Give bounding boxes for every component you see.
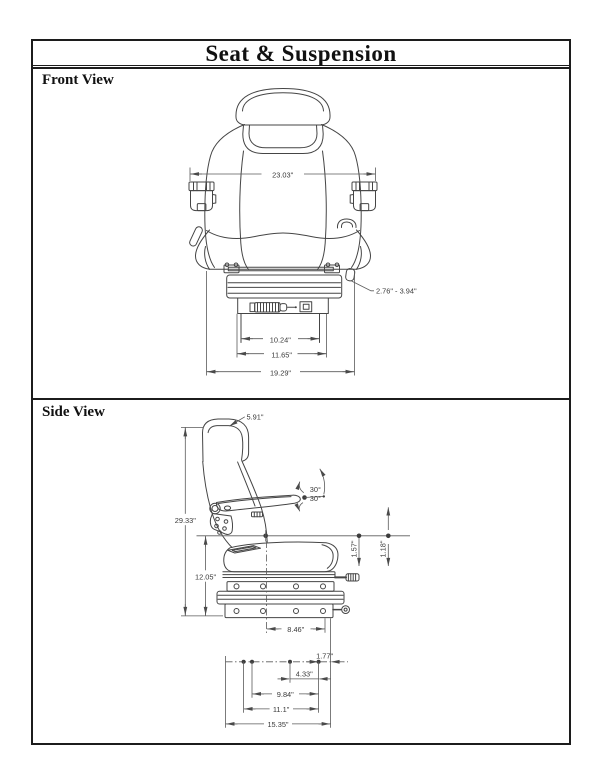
side-seat-headrest: [203, 419, 249, 462]
spec-sheet: [31, 39, 571, 745]
side-view-drawing: [33, 400, 565, 739]
page-title: Seat & Suspension: [205, 41, 397, 66]
dim-hole-span-b: 9.84": [276, 690, 294, 700]
front-seat-headrest: [236, 89, 330, 154]
dim-base-width: 19.29": [269, 368, 292, 378]
dim-overall-height: 29.33": [174, 515, 196, 525]
front-suspension: [224, 263, 355, 343]
dim-overall-width: 23.03": [272, 170, 294, 180]
armrest-angle-annotation: [299, 469, 325, 512]
dim-lower-frame-width: 11.65": [271, 350, 292, 360]
side-view-label: Side View: [42, 404, 105, 420]
front-view-label: Front View: [42, 72, 114, 88]
dim-hole-span-a: 4.33": [295, 669, 313, 679]
front-seat-backrest: [205, 125, 361, 270]
dim-travel-up: 1.18": [378, 540, 388, 558]
dim-rail-spacing: 8.46": [287, 625, 305, 635]
side-armrest: [216, 495, 300, 517]
side-suspension-base: [217, 572, 359, 618]
dim-pedestal-width: 10.24": [269, 335, 291, 345]
dim-mount-overall-length: 15.35": [267, 720, 289, 730]
side-seat-backrest: [203, 461, 268, 547]
height-adjust-knob: [345, 268, 355, 281]
front-armrest-left: [189, 182, 216, 211]
front-view-drawing: [33, 69, 565, 398]
dim-armrest-angle-up: 30°: [309, 484, 321, 494]
dim-travel-down: 1.57": [349, 540, 359, 558]
title-bar: [33, 41, 569, 65]
dim-hole-span-c: 11.1": [272, 705, 290, 715]
side-seat-cushion: [224, 542, 338, 572]
front-armrest-right: [350, 182, 377, 211]
dim-hole-offset-end: 1.77": [316, 651, 334, 661]
dim-seat-height: 12.05": [195, 572, 217, 582]
dim-headrest-depth: 5.91": [246, 412, 264, 422]
side-dimensions: [169, 412, 410, 729]
dim-suspension-height-range: 2.76" - 3.94": [376, 286, 417, 296]
front-seat-cushion: [188, 219, 370, 269]
dim-armrest-angle-down: 30°: [309, 494, 321, 504]
